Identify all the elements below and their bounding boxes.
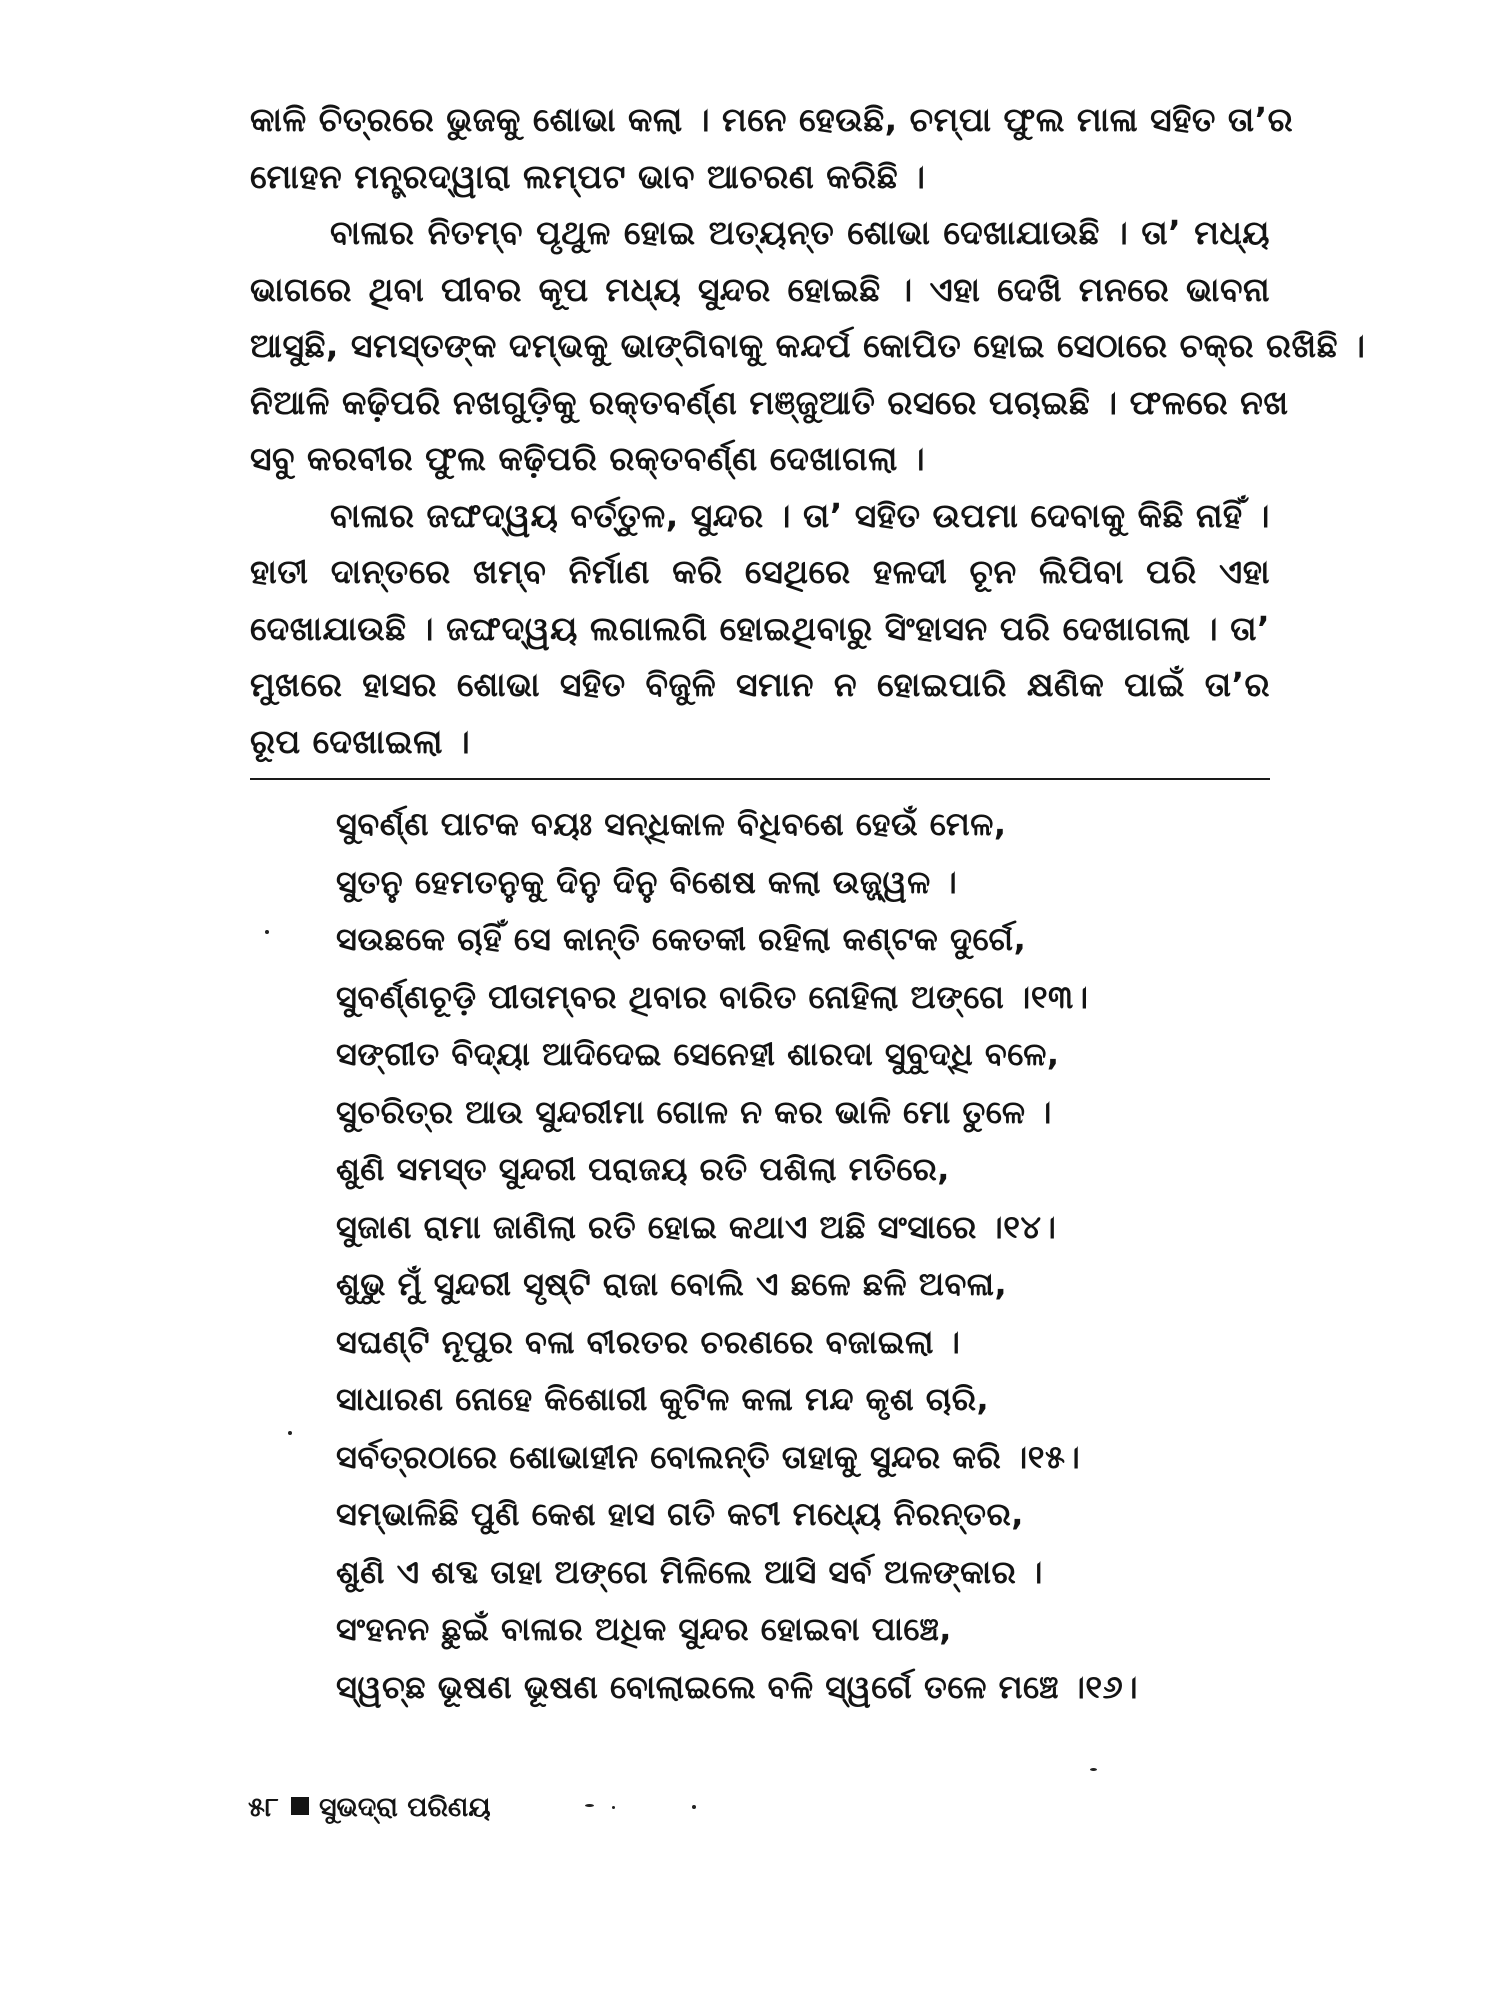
prose-line: ମୁଖରେ ହାସର ଶୋଭା ସହିତ ବିଜୁଳି ସମାନ ନ ହୋଇପାରି କ୍ଷଣିକ ପାଇଁ ତା’ର bbox=[250, 665, 1270, 704]
page-footer bbox=[248, 1788, 491, 1828]
verse-line: ସୁବର୍ଣ୍ଣ ପାଟକ ବୟଃ ସନ୍ଧିକାଳ ବିଧିବଶେ ହେଉଁ ମେଳ, bbox=[336, 805, 1007, 843]
prose-line: ମୋହନ ମନ୍ତ୍ରଦ୍ୱାରା ଲମ୍ପଟ ଭାବ ଆଚରଣ କରିଛି । bbox=[250, 156, 926, 196]
verse-line: ସଙ୍ଗୀତ ବିଦ୍ୟା ଆଦିଦେଇ ସେନେହୀ ଶାରଦା ସୁବୁଦ୍ଧି ବଳେ, bbox=[336, 1035, 1060, 1073]
verse-line: ସାଧାରଣ ନୋହେ କିଶୋରୀ କୁଟିଳ କଳା ମନ୍ଦ କୃଶ ଚାରି, bbox=[336, 1380, 990, 1418]
prose-line: କାଳି ଚିତ୍ରରେ ଭୁଜକୁ ଶୋଭା କଲା । ମନେ ହେଉଛି, ଚମ୍ପା ଫୁଲ ମାଳା ସହିତ ତା’ର bbox=[250, 100, 1294, 139]
prose-line: ନିଆଳି କଢ଼ିପରି ନଖଗୁଡ଼ିକୁ ରକ୍ତବର୍ଣ୍ଣ ମଞ୍ଜୁଆତି ରସରେ ପଚାଇଛି । ଫଳରେ ନଖ bbox=[250, 382, 1289, 422]
prose-line: ଭାଗରେ ଥିବା ପୀବର କୂପ ମଧ୍ୟ ସୁନ୍ଦର ହୋଇଛି । ଏହା ଦେଖି ମନରେ ଭାବନା bbox=[250, 269, 1270, 309]
print-speck bbox=[288, 1431, 292, 1435]
prose-line: ଆସୁଛି, ସମସ୍ତଙ୍କ ଦମ୍ଭକୁ ଭାଙ୍ଗିବାକୁ କନ୍ଦର୍ପ କୋପିତ ହୋଇ ସେଠାରେ ଚକ୍ର ରଖିଛି । bbox=[250, 326, 1366, 365]
prose-line: ବାଳାର ଜଙ୍ଘଦ୍ୱୟ ବର୍ତ୍ତୁଳ, ସୁନ୍ଦର । ତା’ ସହିତ ଉପମା ଦେବାକୁ କିଛି ନାହିଁ । bbox=[330, 495, 1270, 535]
verse-line: ସୁଜାଣ ରାମା ଜାଣିଲା ରତି ହୋଇ କଥାଏ ଅଛି ସଂସାରେ ।୧୪। bbox=[336, 1207, 1057, 1246]
verse-line: ସୁବର୍ଣ୍ଣଚୂଡ଼ି ପୀତାମ୍ବର ଥିବାର ବାରିତ ନୋହିଲା ଅଙ୍ଗେ ।୧୩। bbox=[336, 977, 1089, 1016]
page-number: ୫୮ bbox=[248, 1792, 279, 1823]
print-speck bbox=[585, 1804, 594, 1807]
prose-paragraphs bbox=[250, 92, 1366, 770]
prose-line: ଦେଖାଯାଉଛି । ଜଙ୍ଘଦ୍ୱୟ ଲଗାଲଗି ହୋଇଥିବାରୁ ସିଂହାସନ ପରି ଦେଖାଗଲା । ତା’ bbox=[250, 608, 1270, 648]
verse-line: ସଂହନନ ଛୁଇଁ ବାଳାର ଅଧିକ ସୁନ୍ଦର ହୋଇବା ପାଞ୍ଚେ, bbox=[336, 1610, 952, 1648]
prose-line: ହାତୀ ଦାନ୍ତରେ ଖମ୍ବ ନିର୍ମାଣ କରି ସେଥିରେ ହଳଦୀ ଚୂନ ଲିପିବା ପରି ଏହା bbox=[250, 552, 1270, 591]
verse-line: ସଘଣ୍ଟି ନୂପୁର ବଳା ବୀରତର ଚରଣରେ ବଜାଇଲା । bbox=[336, 1322, 961, 1361]
verse-line: ଶୁଭୁ ମୁଁ ସୁନ୍ଦରୀ ସୃଷ୍ଟି ରାଜା ବୋଲି ଏ ଛଳେ ଛଳି ଅବଳା, bbox=[336, 1265, 1008, 1303]
prose-line: ବାଳାର ନିତମ୍ବ ପୃଥୁଳ ହୋଇ ଅତ୍ୟନ୍ତ ଶୋଭା ଦେଖାଯାଉଛି । ତା’ ମଧ୍ୟ bbox=[330, 213, 1270, 252]
verse-line: ସମ୍ଭାଳିଛି ପୁଣି କେଶ ହାସ ଗତି କଟୀ ମଧ୍ୟେ ନିରନ୍ତର, bbox=[336, 1495, 1024, 1533]
verse-line: ସୁତନୁ ହେମତନୁକୁ ଦିନୁ ଦିନୁ ବିଶେଷ କଲା ଉଜ୍ଜ୍ୱଳ । bbox=[336, 862, 958, 901]
book-title: ସୁଭଦ୍ରା ପରିଣୟ bbox=[318, 1792, 491, 1823]
print-speck bbox=[265, 930, 269, 934]
print-speck bbox=[692, 1805, 696, 1809]
prose-line: ରୂପ ଦେଖାଇଲା । bbox=[250, 721, 471, 761]
print-speck bbox=[1090, 1768, 1097, 1771]
verse-block bbox=[336, 796, 1236, 1716]
print-speck bbox=[612, 1806, 615, 1809]
prose-line: ସବୁ କରବୀର ଫୁଲ କଢ଼ିପରି ରକ୍ତବର୍ଣ୍ଣ ଦେଖାଗଲା । bbox=[250, 439, 926, 478]
square-bullet-icon bbox=[291, 1797, 309, 1815]
verse-line: ଶୁଣି ସମସ୍ତ ସୁନ୍ଦରୀ ପରାଜୟ ରତି ପଶିଲା ମତିରେ, bbox=[336, 1150, 950, 1188]
verse-line: ସର୍ବତ୍ରଠାରେ ଶୋଭାହୀନ ବୋଲନ୍ତି ତାହାକୁ ସୁନ୍ଦର କରି ।୧୫। bbox=[336, 1437, 1081, 1476]
verse-line: ସଉଛକେ ଚାହିଁ ସେ କାନ୍ତି କେତକୀ ରହିଲା କଣ୍ଟକ ଦୁର୍ଗେ, bbox=[336, 920, 1027, 958]
verse-line: ସ୍ୱଚ୍ଛ ଭୂଷଣ ଭୂଷଣ ବୋଲାଇଲେ ବଳି ସ୍ୱର୍ଗେ ତଳେ ମଞ୍ଚେ ।୧୬। bbox=[336, 1667, 1139, 1706]
verse-line: ସୁଚରିତ୍ର ଆଉ ସୁନ୍ଦରୀମା ଗୋଳ ନ କର ଭାଳି ମୋ ତୁଳେ । bbox=[336, 1092, 1052, 1131]
section-divider bbox=[250, 778, 1270, 780]
verse-line: ଶୁଣି ଏ ଶବ୍ଦ ତାହା ଅଙ୍ଗେ ମିଳିଲେ ଆସି ସର୍ବ ଅଳଙ୍କାର । bbox=[336, 1552, 1043, 1591]
